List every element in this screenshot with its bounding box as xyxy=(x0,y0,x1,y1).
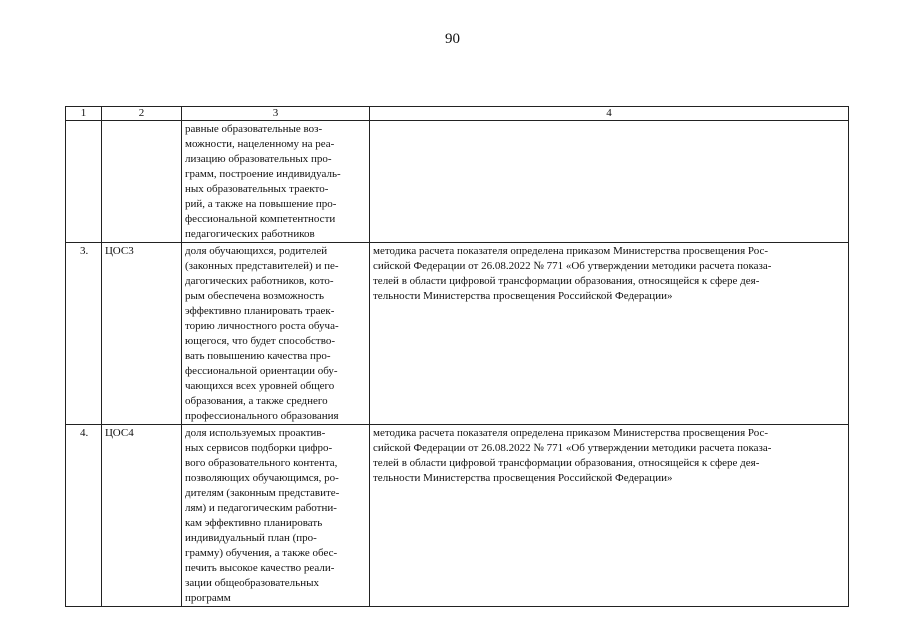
description-line: дителям (законным представите- xyxy=(185,487,340,499)
description-line: можности, нацеленному на реа- xyxy=(185,138,335,150)
header-cell-3: 3 xyxy=(182,107,370,121)
description-line: рым обеспечена возможность xyxy=(185,290,324,302)
method-line: телей в области цифровой трансформации образования, относящейся к сфере дея- xyxy=(373,457,760,469)
description-line: чающихся всех уровней общего xyxy=(185,380,335,392)
row-number-cell xyxy=(66,121,102,243)
page-number: 90 xyxy=(445,31,460,47)
header-cell-1: 1 xyxy=(66,107,102,121)
indicator-description-cell xyxy=(182,121,370,243)
indicator-code-cell xyxy=(102,121,182,243)
header-cell-4: 4 xyxy=(370,107,849,121)
description-line: кам эффективно планировать xyxy=(185,517,323,529)
description-line: ющегося, что будет способство- xyxy=(185,335,335,347)
description-line: педагогических работников xyxy=(185,228,315,240)
description-line: рий, а также на повышение про- xyxy=(185,198,337,210)
description-line: грамму) обучения, а также обес- xyxy=(185,547,338,559)
indicator-code-cell: ЦОС3 xyxy=(102,243,182,425)
description-line: лизацию образовательных про- xyxy=(185,153,332,165)
indicator-description-cell xyxy=(182,243,370,425)
table-row xyxy=(66,425,849,607)
description-line: равные образовательные воз- xyxy=(185,123,323,135)
description-line: фессиональной компетентности xyxy=(185,213,336,225)
description-line: программ xyxy=(185,592,231,604)
description-line: доля используемых проактив- xyxy=(185,427,326,439)
description-line: печить высокое качество реали- xyxy=(185,562,335,574)
description-line: лям) и педагогическим работни- xyxy=(185,502,337,514)
description-line: индивидуальный план (про- xyxy=(185,532,317,544)
method-line: тельности Министерства просвещения Российской Федерации» xyxy=(373,290,673,302)
description-line: доля обучающихся, родителей xyxy=(185,245,328,257)
description-line: эффективно планировать траек- xyxy=(185,305,335,317)
calculation-method-cell xyxy=(370,425,849,607)
description-line: ных образовательных траекто- xyxy=(185,183,329,195)
indicator-code-cell: ЦОС4 xyxy=(102,425,182,607)
description-line: фессиональной ориентации обу- xyxy=(185,365,338,377)
description-line: позволяющих обучающимся, ро- xyxy=(185,472,339,484)
method-line: методика расчета показателя определена приказом Министерства просвещения Рос- xyxy=(373,245,769,257)
method-line: сийской Федерации от 26.08.2022 № 771 «Об утверждении методики расчета показа- xyxy=(373,442,772,454)
table-header-row xyxy=(66,107,849,121)
row-number-cell: 3. xyxy=(66,243,102,425)
calculation-method-cell xyxy=(370,243,849,425)
description-line: образования, а также среднего xyxy=(185,395,328,407)
description-line: дагогических работников, кото- xyxy=(185,275,334,287)
method-line: методика расчета показателя определена приказом Министерства просвещения Рос- xyxy=(373,427,769,439)
description-line: вого образовательного контента, xyxy=(185,457,338,469)
indicator-table xyxy=(65,106,849,607)
method-line: тельности Министерства просвещения Российской Федерации» xyxy=(373,472,673,484)
calculation-method-cell xyxy=(370,121,849,243)
row-number-cell: 4. xyxy=(66,425,102,607)
table-row xyxy=(66,243,849,425)
description-line: торию личностного роста обуча- xyxy=(185,320,339,332)
description-line: грамм, построение индивидуаль- xyxy=(185,168,341,180)
description-line: вать повышению качества про- xyxy=(185,350,331,362)
description-line: ных сервисов подборки цифро- xyxy=(185,442,333,454)
indicator-description-cell xyxy=(182,425,370,607)
description-line: (законных представителей) и пе- xyxy=(185,260,339,272)
description-line: зации общеобразовательных xyxy=(185,577,319,589)
method-line: сийской Федерации от 26.08.2022 № 771 «Об утверждении методики расчета показа- xyxy=(373,260,772,272)
method-line: телей в области цифровой трансформации образования, относящейся к сфере дея- xyxy=(373,275,760,287)
table-row xyxy=(66,121,849,243)
header-cell-2: 2 xyxy=(102,107,182,121)
description-line: профессионального образования xyxy=(185,410,339,422)
